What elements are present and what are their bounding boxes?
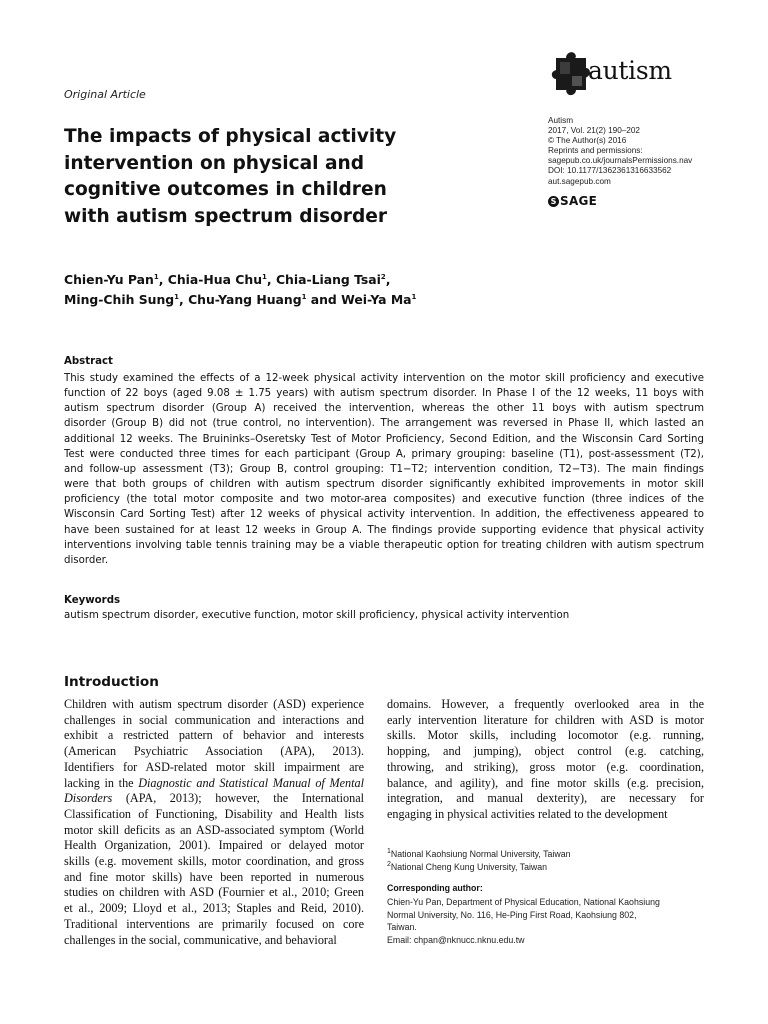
text-span: Classification of Functioning, Disability and Health lists (64, 806, 364, 821)
author-name: Chien-Yu Pan (64, 272, 154, 287)
body-line (64, 901, 364, 917)
affiliation-mark: 2 (387, 860, 391, 868)
author-name: Ming-Chih Sung (64, 292, 175, 307)
abstract-line: Test were conducted three times for each participant (Group A, primary grouping: baseline (T1), post-assessment (T2), (64, 448, 704, 460)
body-line (64, 776, 364, 792)
body-line (64, 728, 364, 744)
body-line: skills. Motor skills, including locomotor (e.g. running, (387, 728, 704, 743)
author-name: Wei-Ya Ma (341, 292, 412, 307)
italic-text: Diagnostic and Statistical Manual of Mental (138, 775, 364, 790)
puzzle-piece-icon (548, 44, 590, 102)
text-span: motor skill deficits as an ASD-associated symptom (World (64, 822, 364, 837)
affiliation-mark: 1 (411, 292, 417, 301)
affiliation-mark: 1 (301, 292, 307, 301)
body-line: integration, and manual dexterity), are necessary for (387, 791, 704, 806)
text-span: lacking in the (64, 775, 139, 790)
abstract-line: disorder (Group B) did not (true control, no intervention). The arrangement was reversed in Phase II, which lasted an (64, 418, 704, 430)
body-line: domains. However, a frequently overlooked area in the (387, 697, 704, 711)
text-span: Identifiers for ASD-related motor skill impairment are (64, 759, 364, 774)
body-line (64, 760, 364, 776)
body-column-right (387, 697, 704, 823)
author-separator: , (179, 292, 189, 307)
body-line (64, 823, 364, 839)
text-span: (American Psychiatric Association (APA), 2013). (64, 744, 364, 759)
author-separator: and (306, 292, 342, 307)
body-line: hopping, and jumping), object control (e.g. catching, (387, 744, 704, 759)
affiliation-mark: 2 (380, 272, 386, 281)
meta-copyright: © The Author(s) 2016 (548, 136, 627, 146)
abstract-heading: Abstract (64, 356, 113, 367)
section-heading-introduction: Introduction (64, 674, 159, 690)
abstract-line: proficiency (the total motor composite and two motor-area composites) and executive function (three indices of the (64, 494, 704, 506)
text-span: (APA, 2013); however, the International (112, 791, 364, 806)
meta-journal: Autism (548, 116, 574, 125)
footnote (387, 861, 571, 874)
meta-permissions-url[interactable]: sagepub.co.uk/journalsPermissions.nav (548, 156, 693, 166)
corresponding-author-details (387, 896, 660, 947)
abstract-line: interventions involving table tennis training may be a viable therapeutic option for treating children with autism spectrum (64, 539, 704, 551)
body-line (64, 870, 364, 886)
corresponding-author-heading: Corresponding author: (387, 883, 483, 893)
author-separator: , (158, 272, 168, 287)
article-meta (548, 116, 692, 187)
text-span: challenges in the social, communicative, and behavioral (64, 932, 337, 947)
meta-volume: 2017, Vol. 21(2) 190–202 (548, 126, 640, 136)
text-span: Children with autism spectrum disorder (ASD) experience (64, 697, 364, 711)
meta-reprints: Reprints and permissions: (548, 146, 643, 156)
body-line (64, 933, 364, 949)
title-line: with autism spectrum disorder (64, 205, 388, 227)
sage-icon: S (548, 196, 559, 207)
journal-logo (548, 44, 708, 104)
title-line: cognitive outcomes in children (64, 179, 387, 200)
publisher-name: SAGE (560, 194, 598, 208)
body-line (64, 697, 364, 713)
body-line: throwing, and striking), gross motor (e.g. coordination, (387, 759, 704, 774)
author-separator: , (266, 272, 276, 287)
affiliation-mark: 1 (262, 272, 267, 281)
author-name: Chia-Liang Tsai (275, 272, 381, 287)
article-title (64, 124, 424, 230)
meta-doi[interactable]: DOI: 10.1177/1362361316633562 (548, 166, 672, 176)
footnote-text: National Kaohsiung Normal University, Taiwan (390, 849, 571, 859)
author-line-2 (64, 290, 416, 310)
body-line (64, 917, 364, 933)
affiliation-mark: 1 (387, 848, 391, 856)
affiliation-mark: 1 (174, 292, 180, 301)
corresponding-line: Taiwan. (387, 922, 417, 933)
italic-text: Disorders (64, 791, 113, 806)
corresponding-line: Chien-Yu Pan, Department of Physical Education, National Kaohsiung (387, 897, 660, 907)
body-line (64, 885, 364, 901)
text-span: and fine motor skills) have been reported in numerous (64, 869, 364, 884)
article-type: Original Article (64, 88, 146, 101)
text-span: Health Organization, 2001). Impaired or delayed motor (64, 838, 364, 853)
body-line (64, 744, 364, 760)
keywords-heading: Keywords (64, 595, 121, 606)
text-span: et al., 2009; Lloyd et al., 2013; Staples and Reid, 2010). (64, 901, 364, 916)
abstract-line: have been sustained for at least 12 weeks in Group A. The findings provide supporting evidence that physical activity (64, 524, 704, 536)
abstract-line: additional 12 weeks. The Bruininks–Oseretsky Test of Motor Proficiency, Second Edition, and the Wisconsin Card Sorting (64, 433, 704, 445)
abstract-line: and follow-up assessment (T3); Group B, control grouping: T1−T2; intervention condition, T2−T3). The main findings (64, 463, 704, 475)
body-line (64, 713, 364, 729)
meta-journal-url[interactable]: aut.sagepub.com (548, 176, 611, 186)
text-span: exhibit a restricted pattern of behavior and interests (64, 728, 364, 743)
title-line: The impacts of physical activity (64, 126, 397, 147)
footnote-text: National Cheng Kung University, Taiwan (390, 861, 548, 872)
affiliation-footnotes (387, 848, 571, 873)
abstract-line: Wisconsin Card Sorting Test) after 12 weeks of physical activity intervention. In addition, the effectiveness appeared to (64, 509, 704, 521)
body-line (64, 791, 364, 807)
body-line: balance, and agility), and fine motor skills (e.g. precision, (387, 775, 704, 790)
author-line-1 (64, 270, 416, 290)
abstract-body (64, 371, 704, 568)
title-line: intervention on physical and (64, 152, 365, 174)
author-list (64, 270, 416, 310)
footnote (387, 848, 571, 861)
body-line (64, 854, 364, 870)
body-line: early intervention literature for children with ASD is motor (387, 712, 704, 727)
body-line (64, 838, 364, 854)
author-name: Chu-Yang Huang (188, 292, 302, 307)
text-span: Traditional interventions are primarily focused on core (64, 916, 364, 931)
journal-logo-text: autism (588, 56, 672, 85)
corresponding-email[interactable]: Email: chpan@nknucc.nknu.edu.tw (387, 935, 525, 946)
publisher-logo (548, 194, 597, 208)
body-line: engaging in physical activities related to the development (387, 806, 668, 821)
author-separator: , (385, 272, 391, 287)
abstract-line: autism spectrum disorder (Group A) received the intervention, whereas the other 11 boys with autism spectrum (64, 403, 704, 415)
abstract-line: function of 22 boys (aged 9.08 ± 1.75 years) with autism spectrum disorder. In Phase I of the 12 weeks, 11 boys with (64, 388, 704, 400)
affiliation-mark: 1 (153, 272, 159, 281)
text-span: studies on children with ASD (Fournier et al., 2010; Green (64, 885, 364, 900)
body-column-left (64, 697, 364, 948)
author-name: Chia-Hua Chu (167, 272, 263, 287)
abstract-line: were that both groups of children with autism spectrum disorder significantly exhibited improvements in motor skill (64, 479, 704, 491)
corresponding-line: Normal University, No. 116, He-Ping First Road, Kaohsiung 802, (387, 909, 637, 920)
abstract-line: disorder. (64, 554, 109, 566)
body-line (64, 807, 364, 823)
keywords-text: autism spectrum disorder, executive function, motor skill proficiency, physical activity intervention (64, 610, 570, 621)
abstract-line: This study examined the effects of a 12-week physical activity intervention on the motor skill proficiency and executive (64, 373, 704, 384)
text-span: skills (e.g. movement skills, motor coordination, and gross (64, 854, 364, 869)
text-span: challenges in social communication and interactions and (64, 712, 364, 727)
